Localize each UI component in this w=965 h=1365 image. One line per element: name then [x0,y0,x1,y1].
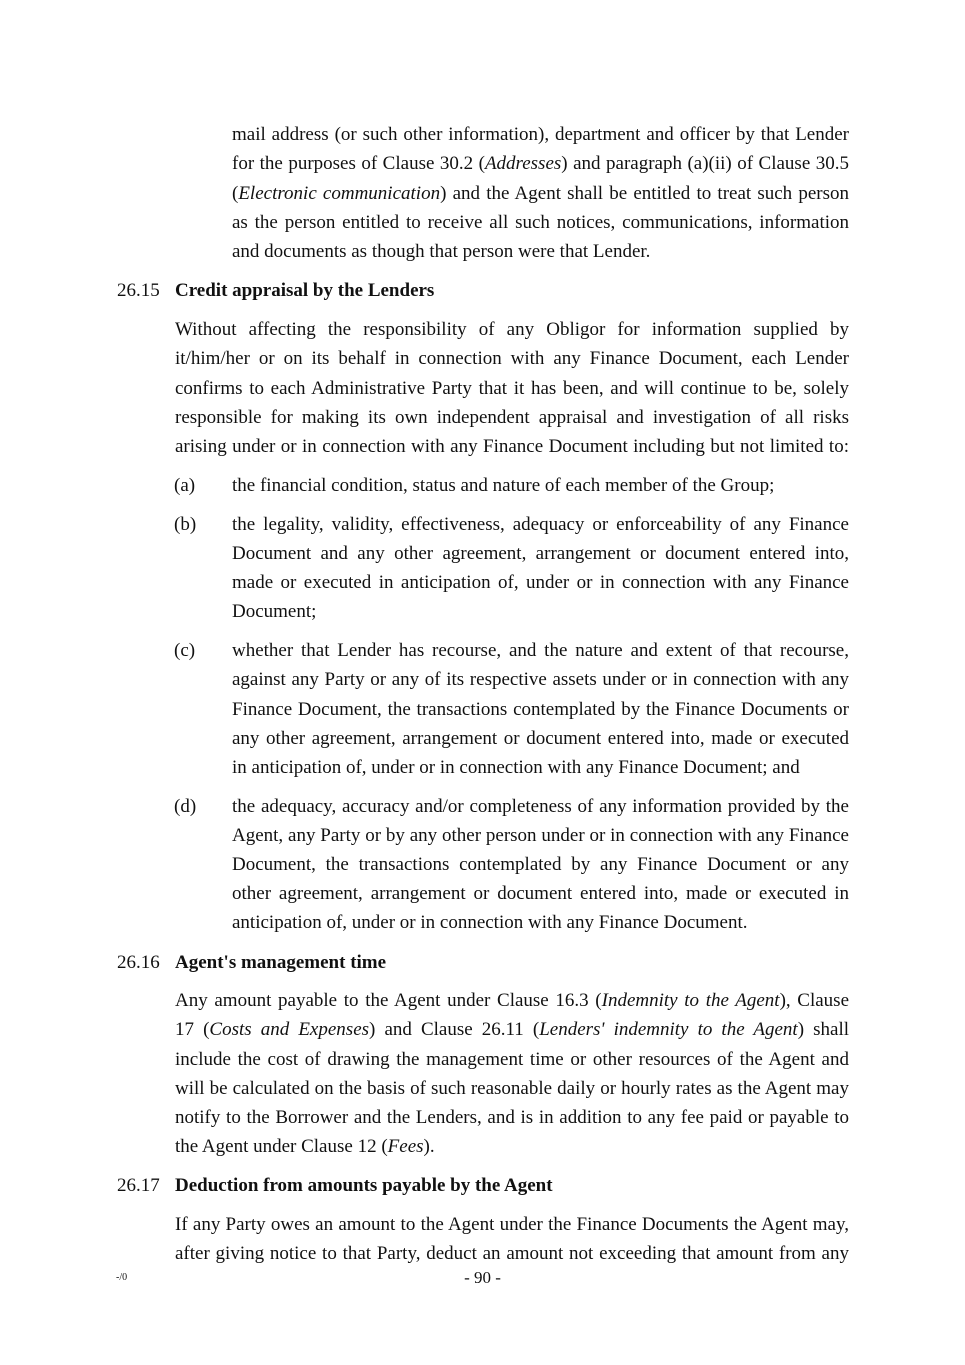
list-item-label: (a) [174,475,196,496]
text-line: the legality, validity, effectiveness, adequacy or enforceability of any Finance [232,514,849,535]
text-line: responsible for making its own independent appraisal and investigation of all risks [175,407,849,428]
clause-reference: Addresses [484,153,562,174]
list-item-label: (d) [174,796,197,817]
clause-reference: Indemnity to the Agent [601,990,780,1011]
text-line: after giving notice to that Party, deduct an amount not exceeding that amount from any [175,1243,849,1264]
section-number: 26.16 [117,952,160,973]
text-line: Agent, any Party or by any other person under or in connection with any Finance [232,825,849,846]
text-line: confirms to each Administrative Party that it has been, and will continue to be, solely [175,378,849,399]
text-line: Without affecting the responsibility of any Obligor for information supplied by [175,319,849,340]
text-line: (Electronic communication) and the Agent shall be entitled to treat such person [232,183,850,204]
text-line: other agreement, arrangement or document entered into, made or executed in [232,883,849,904]
text-line: in anticipation of, under or in connection with any Finance Document; and [232,757,800,778]
text-line: the adequacy, accuracy and/or completeness of any information provided by the [232,796,849,817]
clause-reference: Electronic communication [238,183,441,204]
text-line: made or executed in anticipation of, under or in connection with any Finance [232,572,849,593]
text-line: include the cost of drawing the management time or other resources of the Agent and [175,1049,849,1070]
text-line: it/him/her or on its behalf in connection with any Finance Document, each Lender [175,348,849,369]
text-line: notify to the Borrower and the Lenders, and is in addition to any fee paid or payable to [175,1107,849,1128]
text-line: Any amount payable to the Agent under Clause 16.3 (Indemnity to the Agent), Clause [175,990,850,1011]
text-line: against any Party or any of its respective assets under or in connection with any [232,669,849,690]
text-line: Finance Document, the transactions contemplated by the Finance Documents or [232,699,849,720]
text-line: for the purposes of Clause 30.2 (Addresses) and paragraph (a)(ii) of Clause 30.5 [232,153,849,174]
text-line: mail address (or such other information), department and officer by that Lender [232,124,849,145]
list-item-label: (c) [174,640,196,661]
text-line: any other agreement, arrangement or document entered into, made or executed [232,728,849,749]
footer-document-code: -/0 [116,1272,128,1283]
section-heading: Credit appraisal by the Lenders [175,280,435,301]
text-line: If any Party owes an amount to the Agent under the Finance Documents the Agent may, [175,1214,849,1235]
text-line: whether that Lender has recourse, and the nature and extent of that recourse, [232,640,849,661]
clause-reference: Lenders' indemnity to the Agent [539,1019,798,1040]
text-line: Document; [232,601,317,622]
text-line: arising under or in connection with any Finance Document including but not limited to: [175,436,849,457]
text-line: the financial condition, status and nature of each member of the Group; [232,475,775,496]
section-number: 26.15 [117,280,160,301]
text-line: the Agent under Clause 12 (Fees). [175,1136,435,1157]
text-line: 17 (Costs and Expenses) and Clause 26.11 (Lenders' indemnity to the Agent) shall [175,1019,849,1040]
clause-reference: Costs and Expenses [209,1019,370,1040]
section-heading: Agent's management time [175,952,387,973]
text-line: Document, the transactions contemplated by any Finance Document or any [232,854,849,875]
text-line: and documents as though that person were that Lender. [232,241,651,262]
section-number: 26.17 [117,1175,160,1196]
clause-reference: Fees [387,1136,424,1157]
list-item-label: (b) [174,514,197,535]
text-line: as the person entitled to receive all such notices, communications, information [232,212,849,233]
section-heading: Deduction from amounts payable by the Agent [175,1175,553,1196]
text-line: anticipation of, under or in connection with any Finance Document. [232,912,748,933]
text-line: Document and any other agreement, arrangement or document entered into, [232,543,849,564]
text-line: will be calculated on the basis of such reasonable daily or hourly rates as the Agent may [175,1078,849,1099]
page-number: - 90 - [464,1268,501,1287]
